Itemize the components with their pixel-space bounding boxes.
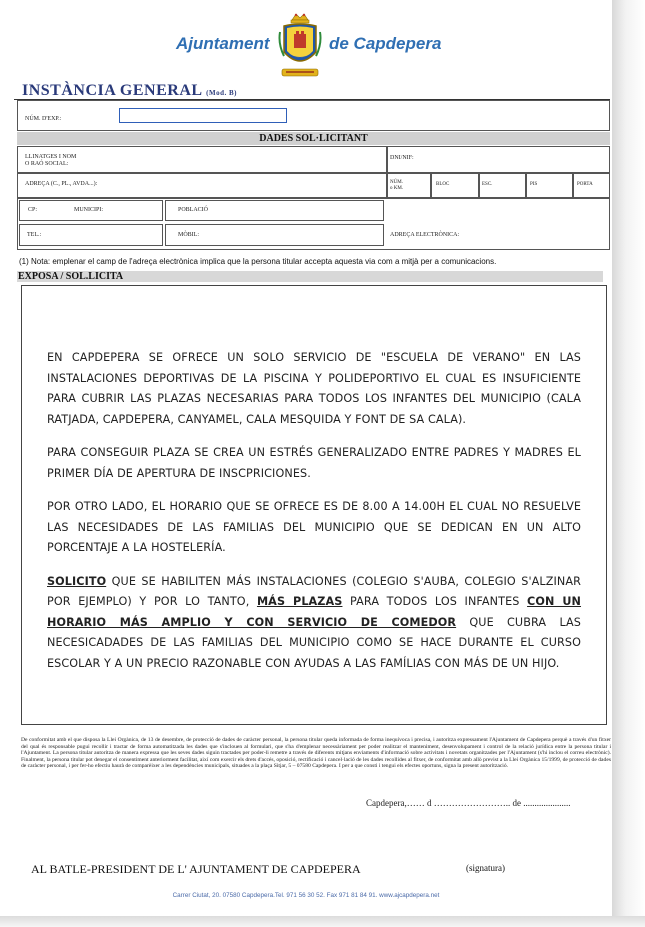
porta-label: PORTA [577,182,593,187]
exposa-section-header: EXPOSA / SOL.LICITA [17,271,603,282]
exp-row [17,100,610,131]
exp-label: NÚM. D'EXP.: [25,116,62,122]
signature-label: (signatura) [466,863,505,873]
num-label-2: o KM. [390,186,404,191]
email-note: (1) Nota: emplenar el camp de l'adreça electrònica implica que la persona titular accepta aquesta via com a mitjà per a comunicacions. [19,257,497,266]
horario-emphasis: CON UN HORARIO MÁS AMPLIO Y CON SERVICIO DE COMEDOR [47,595,582,629]
body-paragraph-3: POR OTRO LADO, EL HORARIO QUE SE OFRECE ES DE 8.00 A 14.00H EL CUAL NO RESUELVE LAS NECESIDADES DE LAS FAMILIAS DEL MUNICIPIO QUE SE DEDICAN EN UN ALTO PORCENTAJE A LA HOSTELERÍA. [47,500,581,554]
solicito-emphasis: SOLICITO [47,574,107,588]
municipi-label: MUNICIPI: [74,207,104,213]
pis-label: PIS [530,182,538,187]
body-paragraph-1: EN CAPDEPERA SE OFRECE UN SOLO SERVICIO DE "ESCUELA DE VERANO" EN LAS INSTALACIONES DEPORTIVAS DE LA PISCINA Y POLIDEPORTIVO EL CUAL ES INSUFICIENTE PARA CUBRIR LAS PLAZAS NECESARIAS PARA TODOS LOS INFANTES DEL MUNICIPIO (CALA RATJADA, CAPDEPERA, CANYAMEL, CALA MESQUIDA Y FONT DE SA CALA). [47,351,581,426]
addressee: AL BATLE-PRESIDENT DE L' AJUNTAMENT DE CAPDEPERA [31,862,361,876]
form-title-text: INSTÀNCIA GENERAL [22,82,202,99]
page-shadow-bottom [0,916,645,927]
name-label-1: LLINATGES I NOM [25,154,77,160]
form-model: (Mod. B) [206,89,237,97]
page-shadow-right [612,0,645,927]
cp-label: CP: [28,207,38,213]
esc-label: ESC. [482,182,493,187]
tel-label: TEL.: [27,232,42,238]
poblacio-label: POBLACIÓ [178,207,209,213]
header-capdepera: de Capdepera [329,34,442,53]
email-label: ADREÇA ELECTRÒNICA: [390,232,460,238]
body-p4-part-c: QUE CUBRA LAS NECESICADADES DE LAS FAMILIAS DEL MUNICIPIO COMO SE HACE DURANTE EL CURSO ESCOLAR Y A UN PRECIO RAZONABLE CON AYUDAS A LAS FAMÍLIAS CON MÁS DE UN HIJO. [47,615,581,670]
exposa-content [47,348,581,687]
dni-label: DNI/NIF: [390,155,414,161]
form-title [22,82,237,100]
mas-plazas-emphasis: MÁS PLAZAS [256,595,343,608]
body-p4-part-b: PARA TODOS LOS INFANTES [342,595,528,608]
header-ajuntament: Ajuntament [176,34,270,53]
bloc-label: BLOC [436,182,450,187]
name-label-2: O RAÓ SOCIAL: [25,161,69,167]
legal-notice: De conformitat amb el que disposa la Llei Orgànica, de 13 de desembre, de protecció de dades de caràcter personal, la persona titular queda informada de forma inequívoca i precisa, i autoritza expressament l'Ajuntament de Capdepera perquè a través d'un fitxer del qual és responsable pugui recollir i tractar de forma automatitzada les dades que s'inclouen al formulari, que s'ha d'emplenar necessàriament per poder realitzar el manteniment, desenvolupament i control de la relació jurídica entre la persona titular i l'Ajuntament. La persona titular autoritza de manera expressa que les seves dades siguin tractades per poder-li remetre a través de diferents mitjans enviaments d'informació sobre activitats i novetats organitzades per l'Ajuntament (s'hi inclou el correu electrònic). Finalment, la persona titular pot denegar el consentiment anteriorment facilitat, així com exercir els drets d'accés, oposició, rectificació i cancel·lació de les dades recollides al fitxer, de conformitat amb allò previst a la Llei Orgànica 15/1999, de protecció de dades de caràcter personal, i per fer-ho efectiu haurà de comparèixer a les dependències municipals, situades a la plaça Sitjar, 5 – 07580 Capdepera. I per a que consti i tengui els efectes oportuns, signa la present autorització. [21,737,611,770]
exp-number-field[interactable] [119,108,287,123]
body-paragraph-2: PARA CONSEGUIR PLAZA SE CREA UN ESTRÉS GENERALIZADO ENTRE PADRES Y MADRES EL PRIMER DÍA DE APERTURA DE INSCPRICIONES. [47,446,581,480]
footer-contact: Carrer Ciutat, 20. 07580 Capdepera.Tel. 971 56 30 52. Fax 971 81 84 91. www.ajcapdepera.net [172,892,440,899]
body-p4-part-a: QUE SE HABILITEN MÁS INSTALACIONES (COLEGIO S'AUBA, COLEGIO S'ALZINAR POR EJEMPLO) Y POR LO TANTO, [47,574,581,608]
applicant-section-header: DADES SOL·LICITANT [17,132,610,145]
email-field[interactable] [386,224,608,246]
body-paragraph-4 [47,572,581,675]
address-label: ADREÇA (C., PL., AVDA...): [25,181,98,187]
num-label-1: NÚM. [390,180,403,185]
mobil-label: MÒBIL: [178,232,199,238]
date-line: Capdepera,…… d …………………….. de ..................... [366,798,571,808]
dni-field[interactable] [387,146,610,173]
crest-logo-icon [277,12,323,78]
